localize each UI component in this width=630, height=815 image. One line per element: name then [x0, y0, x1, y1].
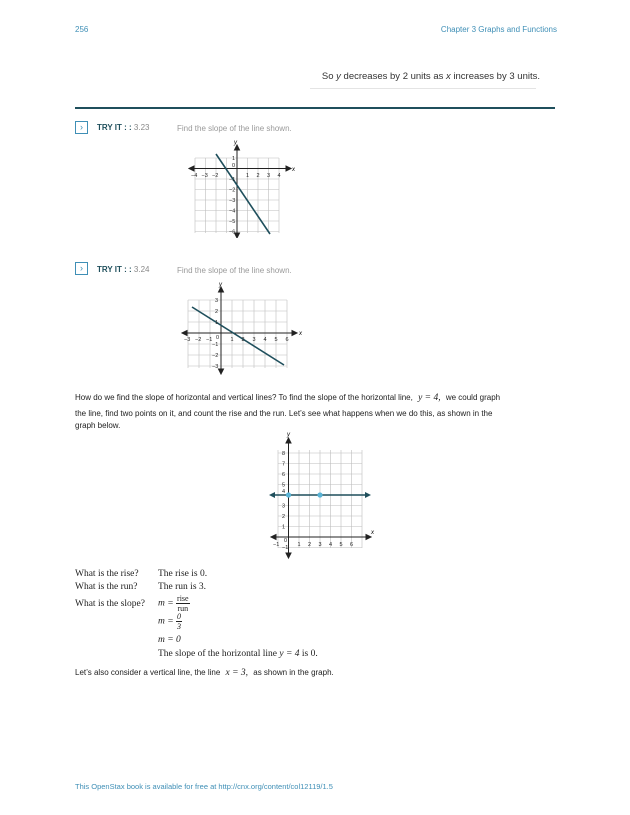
point-3-4 [317, 492, 322, 497]
x-axis-label: x [299, 331, 302, 337]
math-slope-result: m = 0 [158, 635, 181, 645]
y-tick: 1 [282, 524, 286, 531]
math-question-rise: What is the rise? [75, 569, 139, 579]
x-tick: 3 [318, 542, 322, 548]
x-tick: −2 [195, 337, 202, 343]
x-tick: 3 [252, 337, 256, 343]
line-arrow-left [269, 492, 275, 498]
x-tick: 1 [246, 173, 250, 179]
vertical-line-sentence [75, 667, 559, 679]
y-axis-arrow-down [219, 369, 224, 374]
y-tick: 1 [215, 320, 219, 326]
try-it-3-24-prompt: Find the slope of the line shown. [177, 266, 292, 275]
y-tick: 2 [282, 514, 286, 520]
x-tick: 1 [297, 542, 301, 548]
fraction-denominator: 3 [177, 622, 182, 631]
x-tick: 4 [329, 542, 333, 548]
graph-try-it-3-24 [176, 280, 306, 375]
y-tick: 4 [282, 489, 286, 495]
x-tick: 4 [277, 173, 281, 179]
x-tick: 2 [241, 337, 245, 343]
y-tick: 8 [282, 451, 286, 457]
math-conclusion [158, 649, 318, 659]
x-tick: −3 [201, 173, 208, 179]
try-it-label: TRY IT : : [97, 123, 132, 132]
vertical-after: as shown in the graph. [253, 668, 334, 677]
x-tick: −1 [273, 542, 280, 548]
point-0-4 [286, 492, 291, 497]
y-tick: −6 [229, 229, 236, 236]
math-slope-values [158, 612, 182, 631]
y-tick: −5 [229, 219, 236, 225]
plotted-line [216, 154, 270, 234]
math-conclusion-pre: The slope of the horizontal line [158, 649, 277, 659]
x-tick: −1 [206, 337, 213, 343]
y-tick: −3 [212, 364, 219, 370]
x-tick: −2 [212, 173, 219, 179]
x-tick: 3 [267, 173, 271, 179]
math-answer-rise: The rise is 0. [158, 569, 208, 579]
try-it-number: 3.24 [133, 265, 150, 274]
chevron-right-icon[interactable]: › [75, 262, 88, 275]
y-tick: 1 [232, 156, 236, 162]
x-tick: 2 [256, 173, 260, 179]
try-it-3-23-prompt: Find the slope of the line shown. [177, 124, 292, 133]
conclusion-pre: So [321, 71, 337, 82]
y-axis-label: y [234, 140, 237, 146]
y-tick: −2 [212, 353, 219, 359]
fraction-denominator: run [177, 604, 189, 613]
fraction-rise-over-run [176, 594, 190, 613]
slope-m-equals: m = [158, 616, 174, 627]
plotted-line [192, 307, 284, 365]
y-axis-arrow-down [286, 553, 291, 558]
math-conclusion-equation: y = 4 [279, 649, 300, 659]
x-tick: 6 [350, 542, 354, 548]
math-conclusion-post: is 0. [301, 649, 318, 659]
x-tick: 5 [274, 337, 278, 343]
body-paragraph [75, 392, 559, 432]
graph-horizontal-line [256, 428, 376, 560]
y-tick: −3 [229, 198, 236, 204]
line-arrow-right [365, 492, 371, 498]
math-slope-formula [158, 594, 190, 613]
y-tick: −1 [212, 342, 219, 348]
conclusion-x: x [446, 71, 451, 82]
x-axis-arrow-left [182, 331, 187, 336]
y-tick: −4 [229, 208, 236, 215]
x-tick: 5 [339, 542, 343, 548]
x-tick: 4 [263, 337, 267, 343]
try-it-3-23-label [97, 123, 149, 132]
slope-m-equals: m = [158, 598, 174, 609]
y-tick: 2 [215, 309, 219, 315]
y-tick: 6 [282, 472, 286, 478]
math-question-run: What is the run? [75, 582, 138, 592]
x-tick: 0 [232, 163, 236, 169]
try-it-3-24-label [97, 265, 149, 274]
x-tick: 0 [284, 538, 288, 544]
conclusion-post: increases by 3 units. [450, 71, 540, 82]
y-tick: −1 [282, 545, 289, 551]
y-tick: 7 [282, 461, 286, 468]
x-tick: −3 [184, 337, 191, 343]
try-it-number: 3.23 [133, 123, 150, 132]
fraction-numerator: 0 [177, 612, 182, 621]
x-axis-label: x [292, 167, 295, 173]
x-axis-arrow [292, 331, 297, 336]
chapter-title: Chapter 3 Graphs and Functions [440, 25, 557, 34]
grid [278, 450, 362, 548]
paragraph-line-2: the line, find two points on it, and count the rise and the run. Let’s see what happens when we do this, as shown in the [75, 409, 493, 418]
x-axis-arrow [286, 166, 291, 171]
x-axis-arrow-left [271, 535, 276, 540]
x-tick: 2 [308, 542, 312, 548]
try-it-label: TRY IT : : [97, 265, 132, 274]
x-tick: 0 [216, 335, 220, 341]
vertical-equation: x = 3, [225, 668, 249, 678]
y-axis-arrow [286, 438, 291, 443]
y-tick: 5 [282, 482, 286, 489]
fraction-numerator: rise [177, 594, 189, 603]
example-conclusion [322, 71, 540, 82]
x-tick: 1 [230, 337, 234, 343]
footer-availability[interactable]: This OpenStax book is available for free at http://cnx.org/content/col12119/1.5 [75, 782, 333, 791]
x-axis-label: x [371, 530, 374, 536]
y-axis-label: y [287, 432, 290, 438]
y-tick: 3 [282, 503, 286, 510]
section-divider [75, 107, 555, 109]
x-tick: 6 [285, 337, 289, 343]
conclusion-y: y [336, 71, 341, 82]
y-tick: −1 [229, 177, 236, 183]
page-number: 256 [75, 25, 89, 34]
y-tick: −2 [229, 187, 236, 194]
x-axis-arrow-left [189, 166, 194, 171]
paragraph-equation: y = 4, [418, 393, 441, 403]
fraction-zero-over-three [176, 612, 182, 631]
math-question-slope: What is the slope? [75, 599, 145, 609]
x-tick: −4 [191, 173, 198, 179]
y-tick: 3 [215, 298, 219, 304]
chevron-right-icon[interactable]: › [75, 121, 88, 134]
conclusion-underline [310, 88, 536, 89]
paragraph-before: How do we find the slope of horizontal and vertical lines? To find the slope of the horizontal line, [75, 393, 413, 402]
paragraph-line-3: graph below. [75, 421, 121, 430]
math-answer-run: The run is 3. [158, 582, 207, 592]
y-axis-label: y [219, 282, 222, 288]
vertical-before: Let’s also consider a vertical line, the line [75, 668, 221, 677]
paragraph-line [75, 392, 559, 404]
paragraph-after: we could graph [445, 393, 501, 402]
graph-try-it-3-23 [180, 138, 295, 238]
conclusion-mid: decreases by 2 units as [340, 71, 446, 82]
